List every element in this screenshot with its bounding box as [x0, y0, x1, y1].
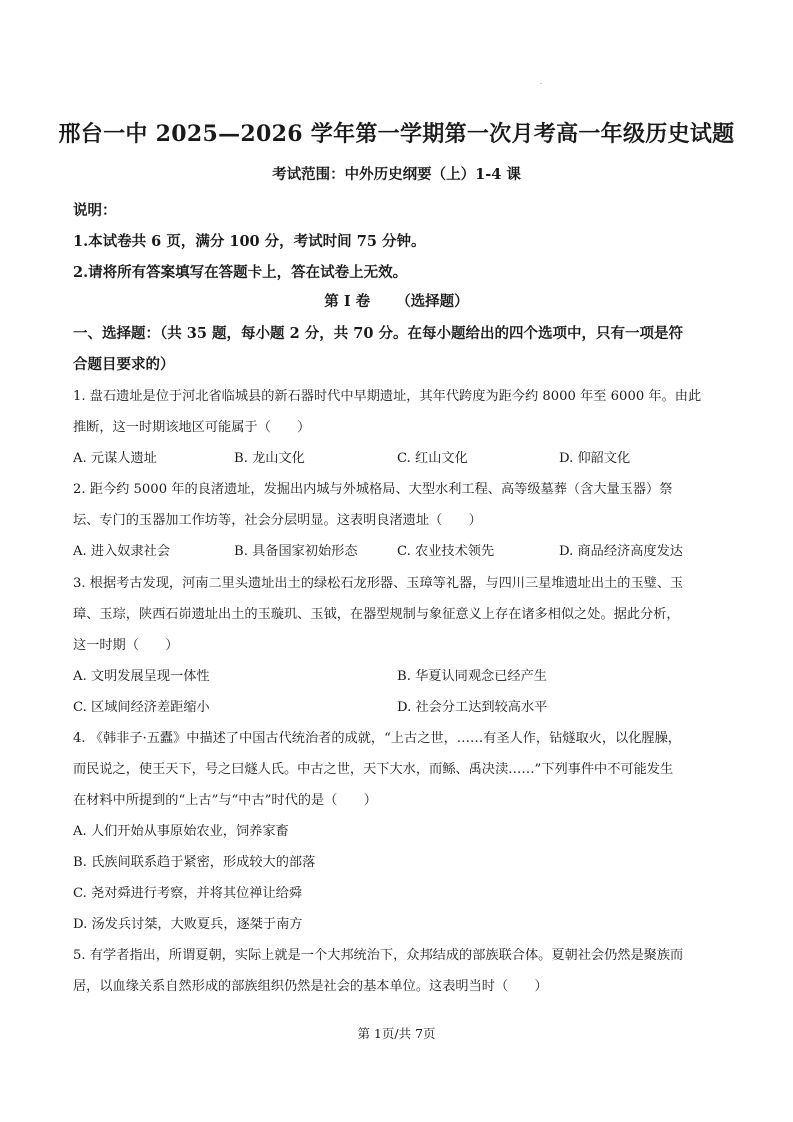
- option-d: D. 汤发兵讨桀，大败夏兵，逐桀于南方: [73, 917, 303, 932]
- part-instruction-line-1: 一、选择题：（共 35 题，每小题 2 分，共 70 分。在每小题给出的四个选项中，只有一项是符: [73, 325, 683, 342]
- option-b: B. 具备国家初始形态: [234, 544, 358, 559]
- option-c: C. 红山文化: [397, 451, 468, 466]
- notes-label: 说明：: [73, 202, 117, 219]
- option-b: B. 氏族间联系趋于紧密，形成较大的部落: [73, 855, 316, 870]
- page-footer: 第 1页/共 7页: [357, 1026, 436, 1041]
- volume-type: （选择题）: [396, 293, 469, 310]
- option-b: B. 华夏认同观念已经产生: [397, 669, 547, 684]
- option-a: A. 文明发展呈现一体性: [73, 669, 210, 684]
- option-c: C. 尧对舜进行考察，并将其位禅让给舜: [73, 886, 303, 901]
- question-line: 坛、专门的玉器加工作坊等，社会分层明显。这表明良渚遗址（ ）: [73, 513, 482, 528]
- option-a: A. 进入奴隶社会: [73, 544, 171, 559]
- question-line: 居，以血缘关系自然形成的部族组织仍然是社会的基本单位。这表明当时（ ）: [73, 979, 548, 994]
- option-b: B. 龙山文化: [234, 451, 305, 466]
- question-line: 5. 有学者指出，所谓夏朝，实际上就是一个大邦统治下，众邦结成的部族联合体。夏朝社会仍然是聚族而: [73, 948, 684, 963]
- question-line: 璋、玉琮，陕西石峁遗址出土的玉璇玑、玉钺，在器型规制与象征意义上存在诸多相似之处。据此分析，: [73, 607, 680, 622]
- note-item-2: 2.请将所有答案填写在答题卡上，答在试卷上无效。: [73, 264, 408, 281]
- option-d: D. 社会分工达到较高水平: [397, 700, 548, 715]
- question-line: 推断，这一时期该地区可能属于（ ）: [73, 420, 311, 435]
- option-d: D. 仰韶文化: [559, 451, 631, 466]
- question-line: 在材料中所提到的“上古”与“中古”时代的是（ ）: [73, 793, 377, 808]
- part-instruction-line-2: 合题目要求的）: [73, 356, 175, 373]
- question-line: 1. 盘石遗址是位于河北省临城县的新石器时代中早期遗址，其年代跨度为距今约 8000 年至 6000 年。由此: [73, 389, 702, 404]
- question-line: 这一时期（ ）: [73, 638, 179, 653]
- note-item-1: 1.本试卷共 6 页，满分 100 分，考试时间 75 分钟。: [73, 233, 426, 250]
- scan-speck: [540, 83, 542, 84]
- question-line: 而民说之，使王天下，号之曰燧人氏。中古之世，天下大水，而鲧、禹决渎……”下列事件中不可能发生: [73, 762, 674, 777]
- option-c: C. 农业技术领先: [397, 544, 495, 559]
- option-d: D. 商品经济高度发达: [559, 544, 683, 559]
- option-a: A. 元谋人遗址: [73, 451, 157, 466]
- option-a: A. 人们开始从事原始农业，饲养家畜: [73, 824, 289, 839]
- exam-scope: 考试范围：中外历史纲要（上）1-4 课: [272, 166, 521, 183]
- question-line: 3. 根据考古发现，河南二里头遗址出土的绿松石龙形器、玉璋等礼器，与四川三星堆遗址出土的玉璧、玉: [73, 576, 684, 591]
- question-line: 2. 距今约 5000 年的良渚遗址，发掘出内城与外城格局、大型水利工程、高等级墓葬（含大量玉器）祭: [73, 482, 673, 497]
- section-title: [0, 290, 793, 311]
- volume-label: 第 I 卷: [324, 293, 371, 310]
- question-line: 4. 《韩非子·五蠹》中描述了中国古代统治者的成就，“上古之世，……有圣人作，钻燧取火，以化腥臊，: [73, 731, 681, 746]
- exam-title: 邢台一中 2025—2026 学年第一学期第一次月考高一年级历史试题: [58, 121, 735, 147]
- option-c: C. 区域间经济差距缩小: [73, 700, 210, 715]
